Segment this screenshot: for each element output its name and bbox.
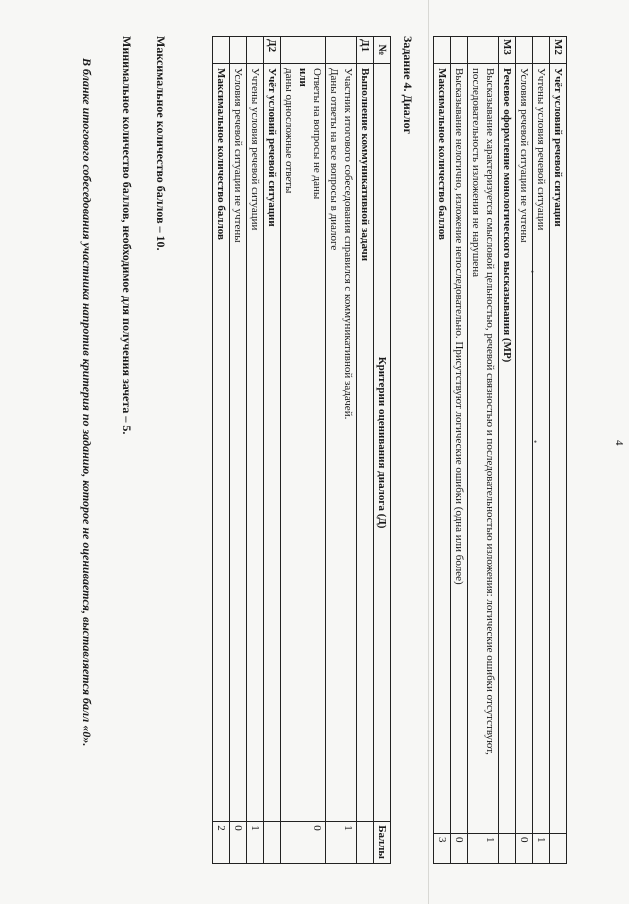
criterion-code xyxy=(281,37,326,64)
criterion-points: 1 xyxy=(247,822,264,864)
scan-speck: • xyxy=(530,440,540,444)
header-criteria: Критерии оценивания диалога (Д) xyxy=(374,64,391,822)
scan-artifact-line xyxy=(428,0,429,904)
table-row xyxy=(451,37,468,864)
criterion-points xyxy=(264,822,281,864)
criterion-text-cell xyxy=(326,64,357,822)
criterion-text: Максимальное количество баллов xyxy=(434,64,451,834)
criterion-text: Высказывание характеризуется смысловой цельностью, речевой связностью и последовательностью изложения: логические ошибки отсутствуют, последовательность изложения не нарушена xyxy=(468,64,499,834)
table-dialogue-criteria xyxy=(212,36,391,864)
header-num: № xyxy=(374,37,391,64)
criterion-line: или xyxy=(297,68,309,87)
criterion-text-cell xyxy=(281,64,326,822)
criterion-text-cell xyxy=(247,64,264,822)
criterion-text: Высказывание нелогично, изложение непоследовательно. Присутствуют логические ошибки (одна или более) xyxy=(451,64,468,834)
criterion-text-cell xyxy=(357,64,374,822)
table-row xyxy=(281,37,326,864)
table-header-row xyxy=(374,37,391,864)
criterion-line: Даны ответы на все вопросы в диалоге xyxy=(328,68,340,251)
table-row xyxy=(264,37,281,864)
table-row xyxy=(357,37,374,864)
criterion-code: Д2 xyxy=(264,37,281,64)
criterion-code xyxy=(326,37,357,64)
criterion-points: 0 xyxy=(281,822,326,864)
criterion-line: даны односложные ответы xyxy=(283,68,295,194)
table-row xyxy=(247,37,264,864)
table-row xyxy=(213,37,230,864)
criterion-line: Максимальное количество баллов xyxy=(215,68,227,240)
criterion-code xyxy=(434,37,451,64)
criterion-points: 0 xyxy=(516,834,533,864)
note-min-score: Минимальное количество баллов, необходимое для получения зачета – 5. xyxy=(120,36,134,435)
criterion-code xyxy=(516,37,533,64)
table-row xyxy=(326,37,357,864)
criterion-line: Условия речевой ситуации не учтены xyxy=(232,68,244,243)
note-max-score: Максимальное количество баллов – 10. xyxy=(154,36,168,251)
task4-title: Задание 4. Диалог xyxy=(401,36,415,135)
criterion-line: Учёт условий речевой ситуации xyxy=(266,68,278,227)
criterion-text: Условия речевой ситуации не учтены xyxy=(516,64,533,834)
criterion-points: 0 xyxy=(230,822,247,864)
criterion-code xyxy=(213,37,230,64)
criterion-line: Учтены условия речевой ситуации xyxy=(249,68,261,231)
criterion-code xyxy=(468,37,499,64)
criterion-points xyxy=(499,834,516,864)
criterion-code xyxy=(230,37,247,64)
criterion-text: Учёт условий речевой ситуации xyxy=(550,64,567,834)
criterion-points xyxy=(550,834,567,864)
criterion-text-cell xyxy=(213,64,230,822)
criterion-code: М2 xyxy=(550,37,567,64)
criterion-points: 1 xyxy=(533,834,550,864)
criterion-points: 0 xyxy=(451,834,468,864)
table-row xyxy=(499,37,516,864)
criterion-points: 2 xyxy=(213,822,230,864)
criterion-text: Речевое оформление монологического высказывания (МР) xyxy=(499,64,516,834)
criterion-text-cell xyxy=(230,64,247,822)
scan-speck: • xyxy=(527,270,537,274)
criterion-code: Д1 xyxy=(357,37,374,64)
table-row xyxy=(533,37,550,864)
criterion-line: Ответы на вопросы не даны xyxy=(311,68,323,200)
criterion-points: 1 xyxy=(326,822,357,864)
table-monologue-criteria xyxy=(433,36,567,864)
criterion-points xyxy=(357,822,374,864)
criterion-code xyxy=(533,37,550,64)
criterion-line: Участник итогового собеседования справился с коммуникативной задачей. xyxy=(342,68,354,420)
criterion-code: М3 xyxy=(499,37,516,64)
criterion-code xyxy=(247,37,264,64)
table-row xyxy=(434,37,451,864)
criterion-code xyxy=(451,37,468,64)
table-row xyxy=(550,37,567,864)
header-points: Баллы xyxy=(374,822,391,864)
table-row xyxy=(468,37,499,864)
note-blank-form: В бланке итогового собеседования участника напротив критерия по заданию, которое не оценивается, выставляется балл «0». xyxy=(80,58,94,747)
criterion-text: Учтены условия речевой ситуации xyxy=(533,64,550,834)
table-row xyxy=(230,37,247,864)
criterion-text-cell xyxy=(264,64,281,822)
table-row xyxy=(516,37,533,864)
criterion-points: 3 xyxy=(434,834,451,864)
criterion-line: Выполнение коммуникативной задачи xyxy=(359,68,371,262)
criterion-points: 1 xyxy=(468,834,499,864)
page-number: 4 xyxy=(613,440,625,446)
